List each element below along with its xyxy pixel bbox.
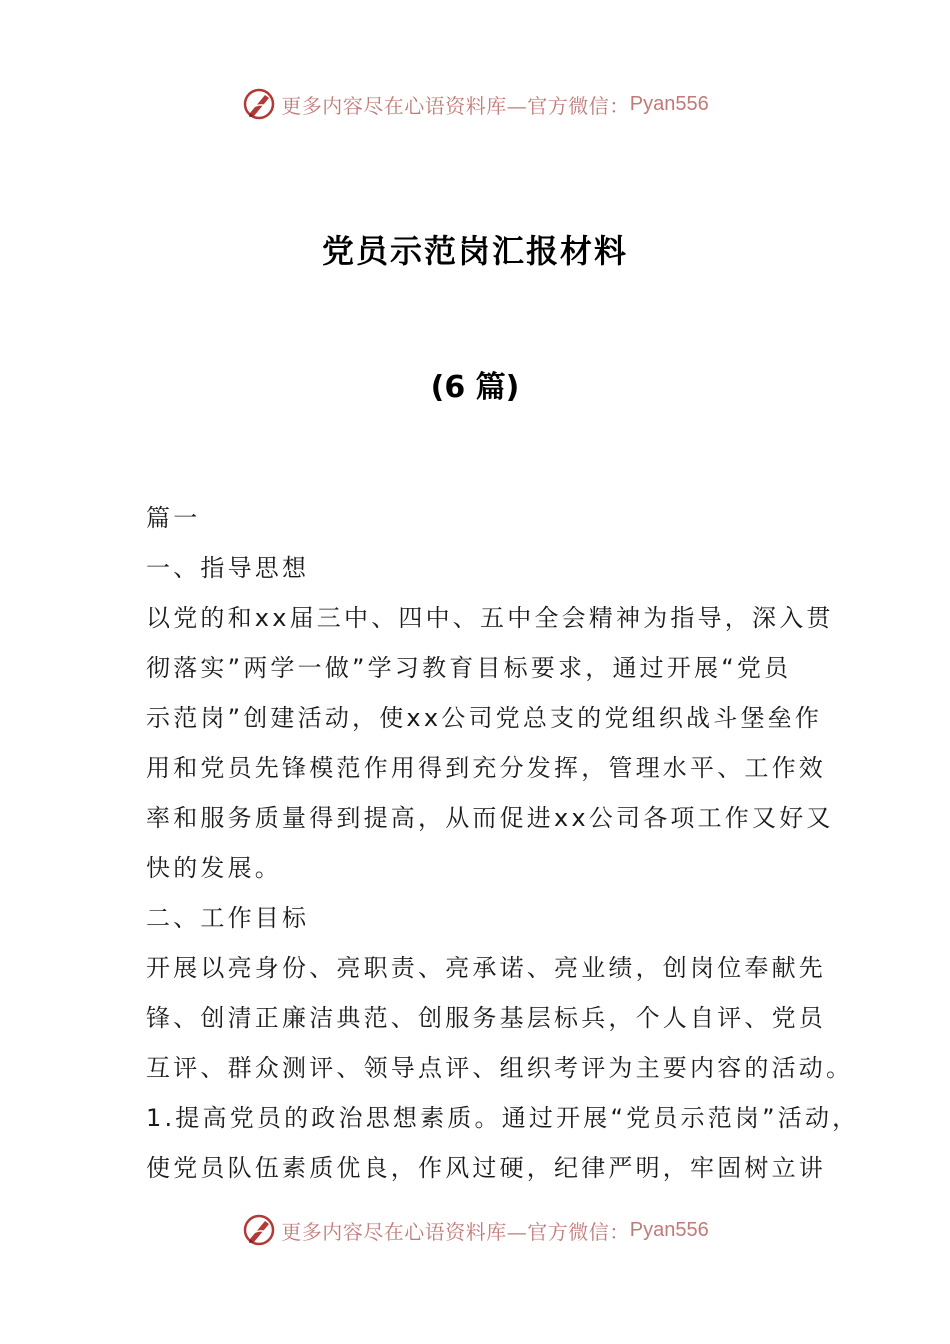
watermark-text: 更多内容尽在心语资料库—官方微信： — [281, 93, 630, 118]
pen-logo-icon — [241, 1212, 277, 1248]
document-title: 党员示范岗汇报材料 — [321, 232, 628, 270]
paragraph-line: 以党的和xx届三中、四中、五中全会精神为指导，深入贯 — [146, 604, 834, 632]
watermark-wechat-id: Pyan556 — [629, 1218, 709, 1241]
paragraph-line: 率和服务质量得到提高，从而促进xx公司各项工作又好又 — [146, 804, 834, 832]
paragraph-line: 彻落实”两学一做”学习教育目标要求，通过开展“党员 — [146, 654, 792, 682]
watermark-wechat-id: Pyan556 — [629, 92, 709, 115]
paragraph-line: 快的发展。 — [146, 854, 282, 882]
pen-logo-icon — [241, 86, 277, 122]
watermark-header — [0, 84, 950, 124]
paragraph-line: 开展以亮身份、亮职责、亮承诺、亮业绩，创岗位奉献先 — [146, 954, 826, 982]
paragraph-line: 示范岗”创建活动，使xx公司党总支的党组织战斗堡垒作 — [146, 704, 823, 732]
watermark-text: 更多内容尽在心语资料库—官方微信： — [281, 1219, 630, 1244]
paragraph-line: 使党员队伍素质优良，作风过硬，纪律严明，牢固树立讲 — [146, 1154, 826, 1182]
document-subtitle: (6 篇) — [430, 370, 520, 405]
paragraph-line: 用和党员先锋模范作用得到充分发挥，管理水平、工作效 — [146, 754, 826, 782]
section-label: 篇一 — [146, 504, 201, 532]
paragraph-line: 互评、群众测评、领导点评、组织考评为主要内容的活动。 — [146, 1054, 854, 1082]
section-heading: 一、指导思想 — [146, 554, 310, 582]
watermark-footer — [0, 1210, 950, 1250]
paragraph-line: 1.提高党员的政治思想素质。通过开展“党员示范岗”活动， — [146, 1104, 860, 1132]
document-body — [146, 496, 860, 1196]
paragraph-line: 锋、创清正廉洁典范、创服务基层标兵，个人自评、党员 — [146, 1004, 826, 1032]
section-heading: 二、工作目标 — [146, 904, 310, 932]
